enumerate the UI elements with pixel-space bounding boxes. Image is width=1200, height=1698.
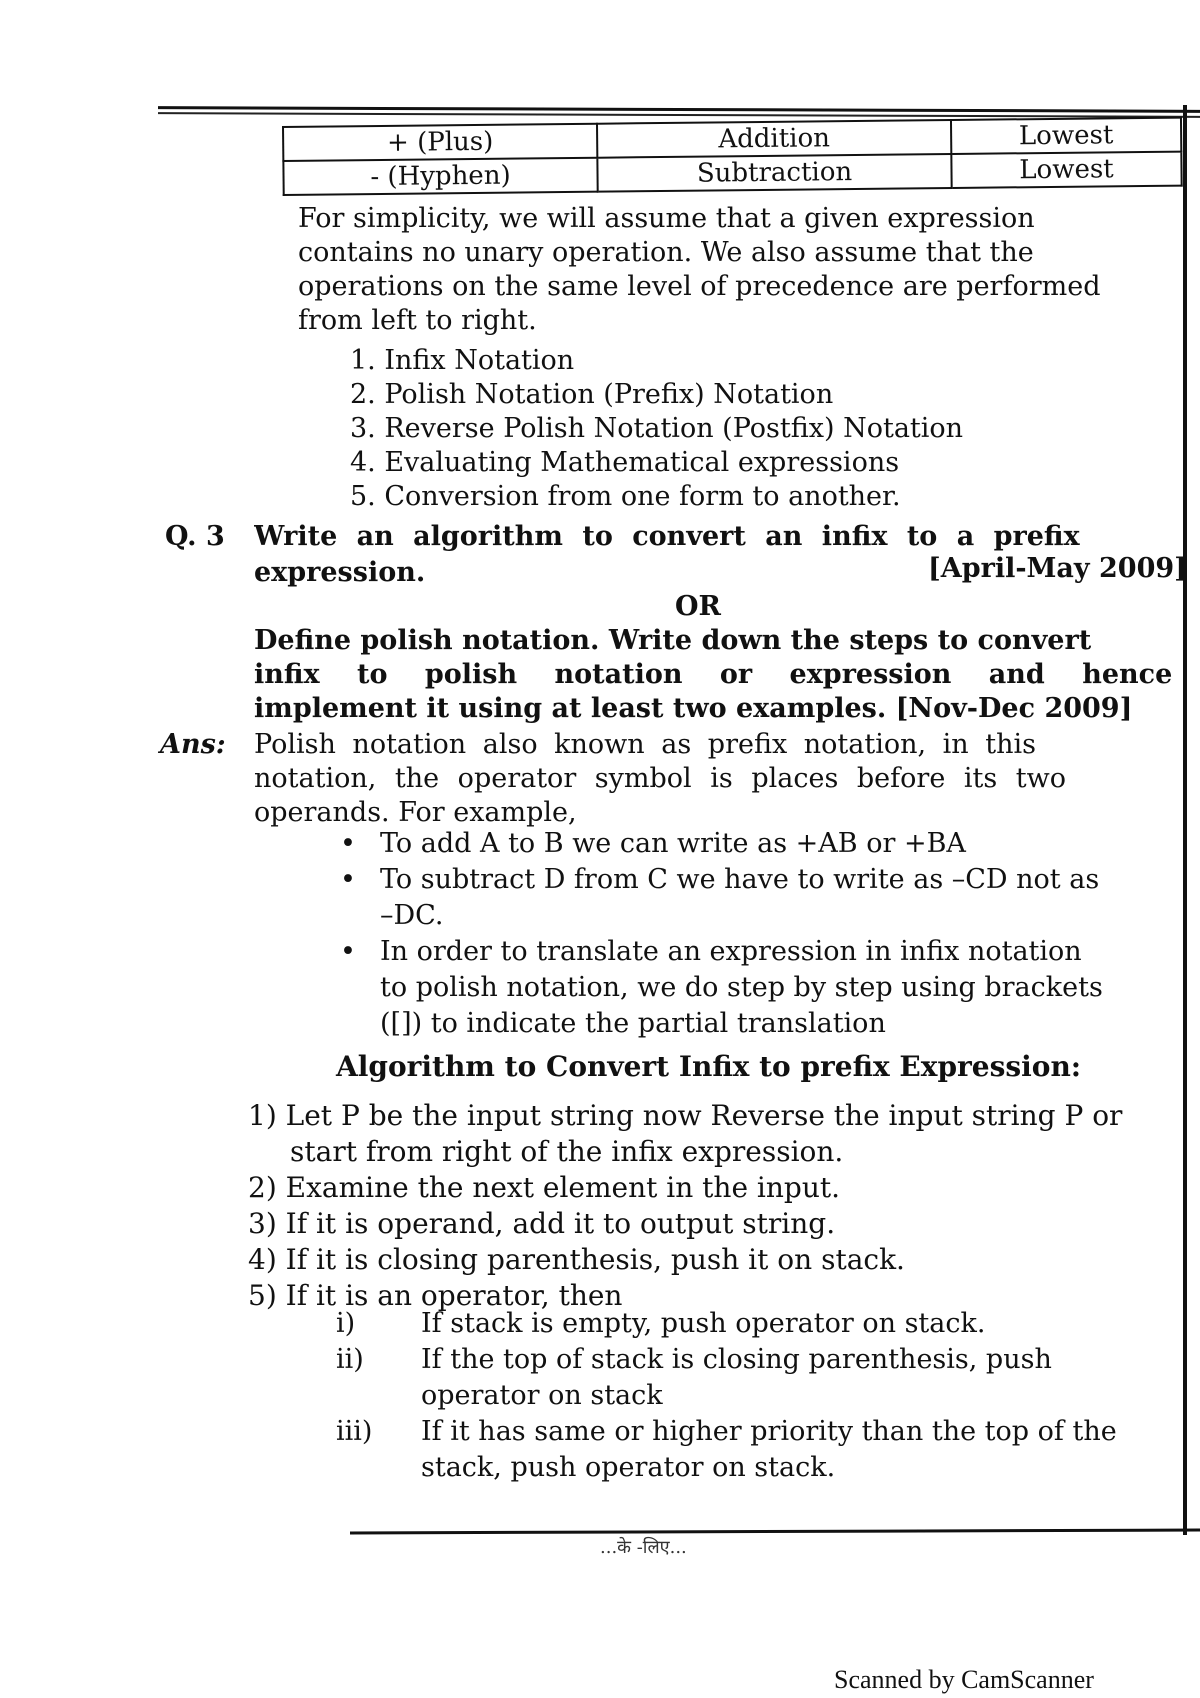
intro-line: operations on the same level of precedence are performed	[298, 271, 1101, 302]
bullet-line: ([]) to indicate the partial translation	[380, 1008, 886, 1039]
substep-number: i)	[336, 1308, 356, 1339]
step-line: 1) Let P be the input string now Reverse the input string P or	[248, 1099, 1123, 1132]
operator-substeps	[336, 1306, 1196, 1486]
or-separator: OR	[675, 591, 721, 622]
bullet-item	[340, 826, 1200, 862]
bullet-line: to polish notation, we do step by step using brackets	[380, 972, 1103, 1003]
question-label: Q. 3	[165, 521, 225, 552]
bullet-line: –DC.	[380, 900, 444, 931]
scanner-watermark: Scanned by CamScanner	[834, 1665, 1094, 1694]
step-line: 2) Examine the next element in the input.	[248, 1171, 841, 1204]
step-line: 5) If it is an operator, then	[248, 1279, 623, 1312]
substep-line: If it has same or higher priority than the top of the	[421, 1416, 1117, 1447]
substep-number: iii)	[336, 1416, 373, 1447]
precedence-table	[282, 117, 1183, 196]
answer-line: Polish notation also known as prefix notation, in this	[254, 729, 1036, 760]
substep	[336, 1306, 1196, 1342]
bullet-icon: •	[340, 864, 356, 895]
question-date: [April-May 2009]	[928, 553, 1187, 584]
bullet-icon: •	[340, 828, 356, 859]
substep-line: If stack is empty, push operator on stack.	[421, 1308, 986, 1339]
list-item: 1. Infix Notation	[350, 345, 575, 376]
substep-line: stack, push operator on stack.	[421, 1452, 836, 1483]
answer-line: operands. For example,	[254, 797, 577, 828]
table-cell: Lowest	[951, 118, 1181, 154]
example-bullets	[340, 826, 1200, 1042]
list-item: 3. Reverse Polish Notation (Postfix) Notation	[350, 413, 964, 444]
step-line: start from right of the infix expression.	[290, 1135, 844, 1168]
intro-line: contains no unary operation. We also assume that the	[298, 237, 1034, 268]
notation-list	[350, 344, 963, 514]
footer-fragment: ...के -लिए...	[600, 1537, 687, 1558]
table-cell: - (Hyphen)	[283, 158, 597, 195]
substep-line: operator on stack	[421, 1380, 663, 1411]
substep	[336, 1414, 1196, 1486]
question-line: Write an algorithm to convert an infix to a prefix	[254, 521, 1080, 552]
list-item: 4. Evaluating Mathematical expressions	[350, 447, 900, 478]
algorithm-steps	[248, 1098, 1198, 1314]
substep-number: ii)	[336, 1344, 364, 1375]
table-cell: Subtraction	[597, 154, 951, 192]
bullet-item	[340, 934, 1200, 1042]
intro-line: from left to right.	[298, 305, 537, 336]
question-line: implement it using at least two examples. [Nov-Dec 2009]	[254, 693, 1133, 724]
bullet-line: In order to translate an expression in infix notation	[380, 936, 1082, 967]
list-item: 2. Polish Notation (Prefix) Notation	[350, 379, 834, 410]
table-cell: + (Plus)	[283, 124, 597, 161]
list-item: 5. Conversion from one form to another.	[350, 481, 901, 512]
question-line: Define polish notation. Write down the steps to convert	[254, 625, 1092, 656]
bottom-rule	[350, 1529, 1200, 1535]
intro-paragraph	[298, 202, 1188, 338]
question-line: expression.	[254, 557, 426, 588]
bullet-item	[340, 862, 1200, 934]
intro-line: For simplicity, we will assume that a given expression	[298, 203, 1035, 234]
question-line: infix to polish notation or expression and hence	[254, 659, 1173, 690]
substep	[336, 1342, 1196, 1414]
substep-line: If the top of stack is closing parenthesis, push	[421, 1344, 1052, 1375]
top-rule-secondary	[158, 112, 1200, 118]
answer-label: Ans:	[160, 729, 226, 760]
step-line: 3) If it is operand, add it to output string.	[248, 1207, 836, 1240]
answer-line: notation, the operator symbol is places before its two	[254, 763, 1067, 794]
table-cell: Addition	[597, 120, 951, 158]
table-cell: Lowest	[951, 152, 1181, 188]
algorithm-title: Algorithm to Convert Infix to prefix Expression:	[336, 1050, 1082, 1083]
bullet-line: To add A to B we can write as +AB or +BA	[380, 828, 966, 859]
bullet-line: To subtract D from C we have to write as –CD not as	[380, 864, 1100, 895]
step-line: 4) If it is closing parenthesis, push it on stack.	[248, 1243, 905, 1276]
bullet-icon: •	[340, 936, 356, 967]
